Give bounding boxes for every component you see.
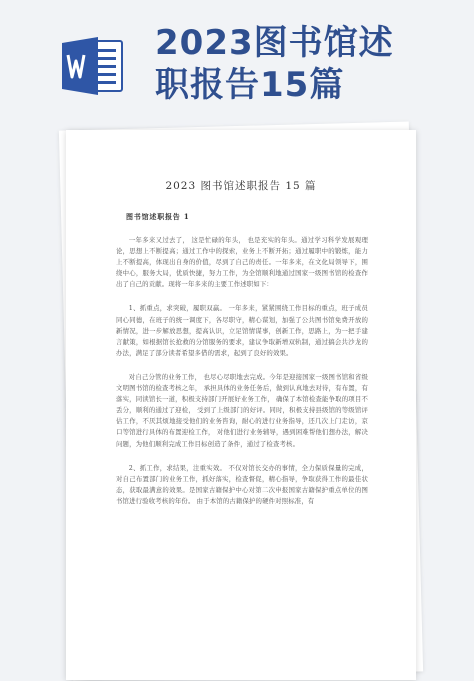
page-title: 2023图书馆述 职报告15篇 <box>155 23 394 105</box>
document-page <box>66 130 416 680</box>
document-body <box>116 235 368 520</box>
word-document-icon <box>62 37 126 95</box>
paragraph: 一年多来又过去了， 这是忙碌的年头， 也是充实的年头。通过学习科学发展观理论，思想上不断提高；通过工作中的探索，业务上不断开拓；通过履职中的锻炼，能力上不断提高，体现出自身的价值，尽到了自己的责任。一年多来，在文化局领导下，围绕中心，服务大局，优质快捷，努力工作，为全馆顺利地通过国家一级图书馆的检查作出了自己的贡献。现将一年多来的主要工作述职如下： <box>116 236 368 289</box>
paragraph: 对自己分管的业务工作， 也尽心尽职地去完成。今年是迎接国家一级图书馆和省级文明图书馆的检查考核之年， 承担具体的业务任务后，做到认真地去对待，有布置，有落实，同读馆长一道，积极支持部门开展好业务工作， 确保了本馆检查能争取的项目不丢分，顺利的通过了迎检， 受到了上级部门的好评。同时，积极支持县级馆的等级馆评估工作，不厌其烦地接受他们的业务咨询，耐心的进行业务指导，还几次上门走访，京口等馆进行具体的布置迎检工作， 对他们进行业务辅导，遇到困难帮他们想办法，解决问题，为他们顺利完成工作目标创造了条件，通过了检查考核。 <box>116 372 368 448</box>
paragraph: 1、抓重点，求突破，履职双赢。 一年多来，紧紧围绕工作目标的重点，班子成员同心同德，在班子的统一调度下，各尽职守，精心谋划，加强了公共图书馆免费开放的新情况，进一步解放思想，提高认识，立足馆情谋事，创新工作，思路上，为一把手建言献策，如根据馆长抢救的分馆服务的要求，建议争取新增双轨制，通过搞会共沙龙的办法，满足了部分读者希望多借的需求，起到了良好的效果。 <box>116 304 368 357</box>
paragraph: 2、抓工作，求结果，注重实效。 不仅对馆长交办的事情，全力保质保量的完成，对自己布置部门的业务工作，抓好落实，检查督促，精心指导，争取获得工作的最佳状态，获取最满意的效果。是国家古籍保护中心对第二次申报国家古籍保护重点单位的图书馆进行验收考核的年份。 由于本馆的古籍保护的硬件对照标准，有 <box>116 463 368 505</box>
document-title: 2023 图书馆述职报告 15 篇 <box>165 180 317 192</box>
document-subtitle: 图书馆述职报告 1 <box>126 212 190 221</box>
header <box>0 0 474 120</box>
